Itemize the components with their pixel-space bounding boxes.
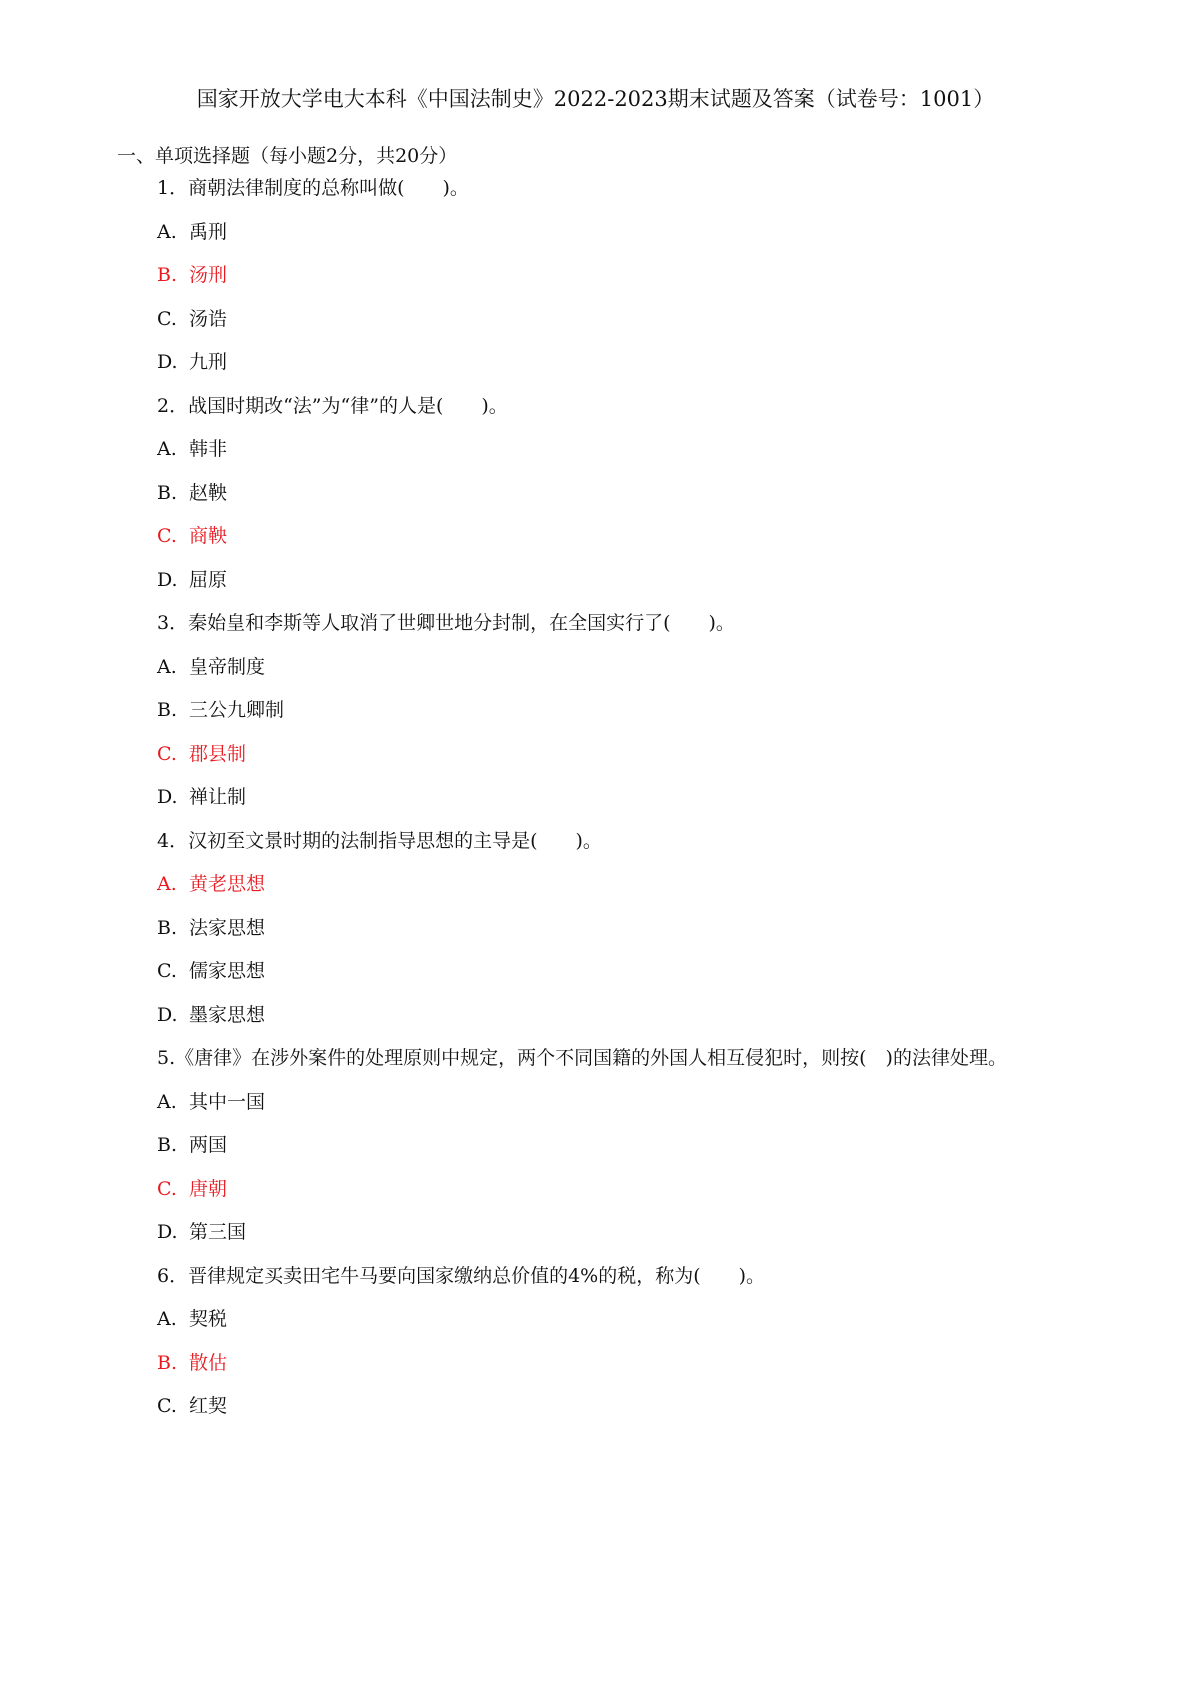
option-text: 红契 (189, 1395, 228, 1417)
option-letter: B. (157, 264, 178, 286)
option-letter: A. (157, 1091, 177, 1113)
option-text: 黄老思想 (189, 873, 266, 895)
answer-option (157, 1131, 227, 1159)
option-letter: B. (157, 1352, 178, 1374)
answer-option (157, 1305, 227, 1333)
answer-option-correct (157, 522, 227, 550)
option-letter: D. (157, 351, 178, 373)
question-stem: 2．战国时期改“法”为“律”的人是( )。 (157, 395, 508, 417)
question-stem: 1．商朝法律制度的总称叫做( )。 (157, 177, 469, 199)
answer-option (157, 1392, 227, 1420)
option-letter: A. (157, 438, 177, 460)
question-stem: 3．秦始皇和李斯等人取消了世卿世地分封制，在全国实行了( )。 (157, 612, 735, 634)
option-text: 韩非 (189, 438, 228, 460)
answer-option (157, 914, 265, 942)
question-stem: 6．晋律规定买卖田宅牛马要向国家缴纳总价值的4%的税，称为( )。 (157, 1265, 766, 1287)
answer-option (157, 1218, 246, 1246)
option-letter: C. (157, 308, 177, 330)
option-letter: A. (157, 221, 177, 243)
option-letter: C. (157, 743, 177, 765)
option-letter: A. (157, 1308, 177, 1330)
option-text: 屈原 (189, 569, 228, 591)
option-text: 散估 (189, 1352, 228, 1374)
option-letter: C. (157, 525, 177, 547)
option-letter: D. (157, 1004, 178, 1026)
answer-option (157, 1001, 265, 1029)
answer-option (157, 435, 227, 463)
page-title: 国家开放大学电大本科《中国法制史》2022-2023期末试题及答案（试卷号：1001） (196, 87, 995, 111)
option-text: 禅让制 (189, 786, 247, 808)
answer-option-correct (157, 870, 265, 898)
answer-option (157, 479, 227, 507)
option-letter: A. (157, 873, 177, 895)
option-letter: B. (157, 482, 178, 504)
option-text: 唐朝 (189, 1178, 228, 1200)
option-letter: D. (157, 786, 178, 808)
answer-option (157, 348, 227, 376)
option-text: 第三国 (189, 1221, 247, 1243)
answer-option (157, 957, 265, 985)
answer-option (157, 218, 227, 246)
option-text: 汤刑 (189, 264, 228, 286)
answer-option (157, 1088, 265, 1116)
option-text: 汤诰 (189, 308, 228, 330)
question-stem: 4．汉初至文景时期的法制指导思想的主导是( )。 (157, 830, 602, 852)
option-text: 墨家思想 (189, 1004, 266, 1026)
answer-option-correct (157, 740, 246, 768)
option-letter: C. (157, 1178, 177, 1200)
option-text: 两国 (189, 1134, 228, 1156)
option-text: 法家思想 (189, 917, 266, 939)
option-letter: A. (157, 656, 177, 678)
answer-option-correct (157, 1349, 227, 1377)
answer-option-correct (157, 261, 227, 289)
answer-option (157, 696, 284, 724)
option-text: 郡县制 (189, 743, 247, 765)
option-text: 商鞅 (189, 525, 228, 547)
answer-option-correct (157, 1175, 227, 1203)
option-letter: D. (157, 1221, 178, 1243)
option-letter: D. (157, 569, 178, 591)
answer-option (157, 305, 227, 333)
question-stem: 5.《唐律》在涉外案件的处理原则中规定，两个不同国籍的外国人相互侵犯时，则按( )的法律处理。 (157, 1047, 1007, 1069)
option-text: 三公九卿制 (189, 699, 285, 721)
answer-option (157, 566, 227, 594)
option-text: 九刑 (189, 351, 228, 373)
option-text: 儒家思想 (189, 960, 266, 982)
option-text: 皇帝制度 (189, 656, 266, 678)
answer-option (157, 783, 246, 811)
option-letter: B. (157, 917, 178, 939)
option-text: 禹刑 (189, 221, 228, 243)
section-heading: 一、单项选择题（每小题2分，共20分） (117, 145, 458, 167)
option-letter: C. (157, 960, 177, 982)
option-text: 其中一国 (189, 1091, 266, 1113)
answer-option (157, 653, 265, 681)
option-text: 赵鞅 (189, 482, 228, 504)
option-letter: C. (157, 1395, 177, 1417)
option-letter: B. (157, 699, 178, 721)
option-letter: B. (157, 1134, 178, 1156)
option-text: 契税 (189, 1308, 228, 1330)
